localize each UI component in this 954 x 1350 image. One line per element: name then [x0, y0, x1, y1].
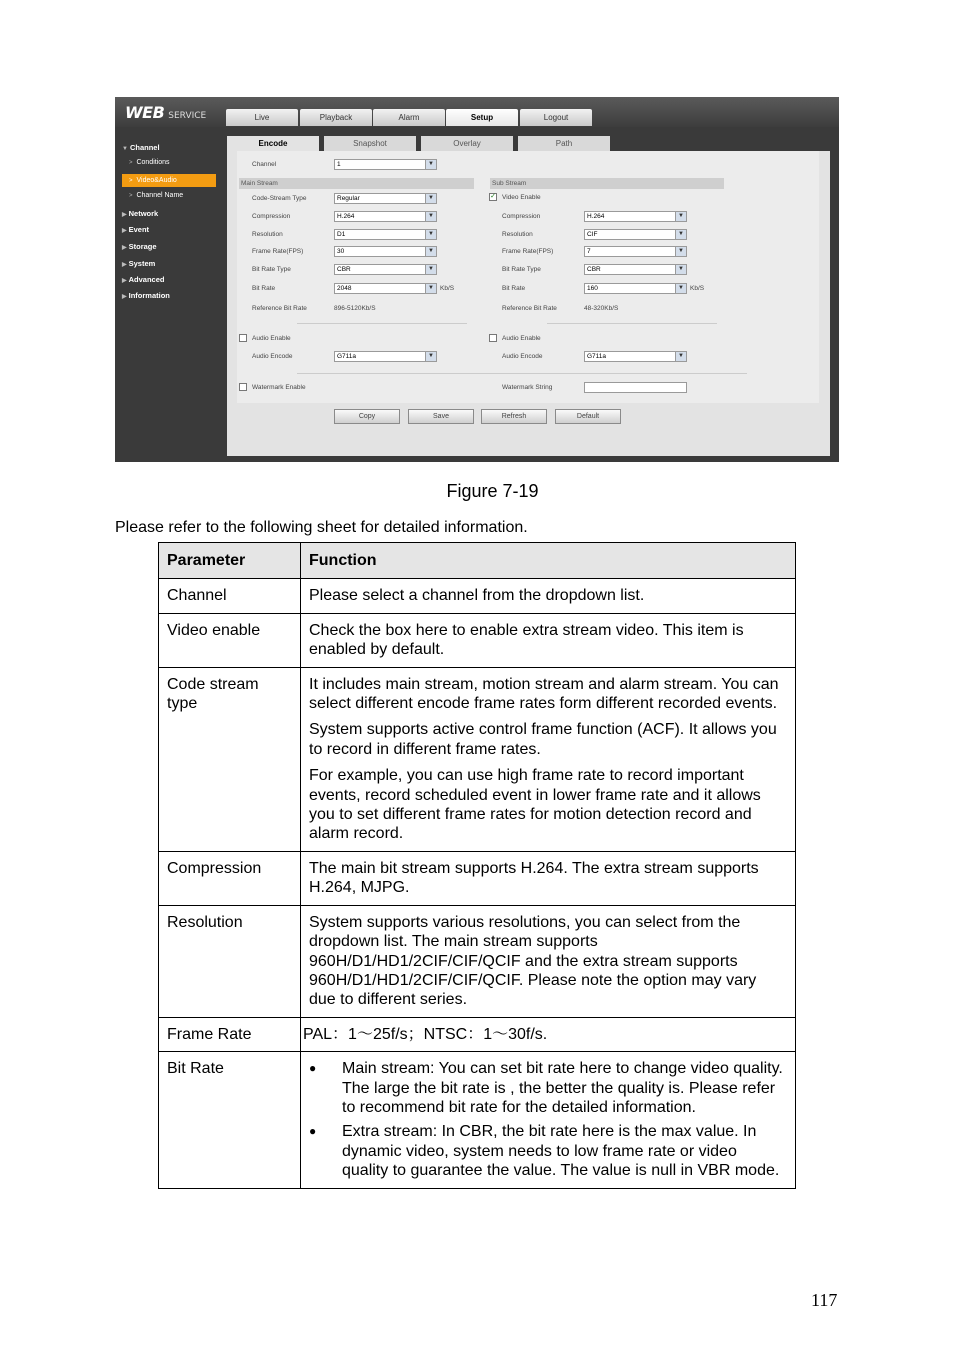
main-compression-label: Compression — [252, 213, 291, 220]
sub-compression-select[interactable]: H.264 ▼ — [584, 211, 687, 222]
channel-label: Channel — [252, 161, 277, 168]
list-item: ● Extra stream: In CBR, the bit rate here is the max value. In dynamic video, system needs to low frame rate or video quality to guarantee the value. The value is null in VBR mode. — [309, 1122, 787, 1180]
sidebar-item-video-audio[interactable]: > Video&Audio — [122, 174, 216, 187]
sidebar-item-storage[interactable]: ▶ Storage — [122, 242, 157, 251]
sub-frame-rate-label: Frame Rate(FPS) — [502, 248, 554, 255]
table-header-row — [159, 543, 796, 579]
chevron-down-icon: ▼ — [675, 265, 686, 274]
copy-button[interactable]: Copy — [334, 409, 400, 424]
sidebar-item-channel-name[interactable]: > Channel Name — [129, 192, 184, 199]
table-row — [159, 905, 796, 1017]
intro-text: Please refer to the following sheet for detailed information. — [115, 519, 528, 536]
param-cell: Video enable — [159, 613, 301, 667]
chevron-down-icon: ▼ — [425, 265, 436, 274]
main-bit-rate-type-label: Bit Rate Type — [252, 266, 291, 273]
sub-compression-label: Compression — [502, 213, 541, 220]
function-cell — [301, 1052, 796, 1188]
sub-bit-rate-unit: Kb/S — [690, 285, 705, 292]
main-audio-encode-select[interactable]: G711a ▼ — [334, 351, 437, 362]
chevron-down-icon: ▼ — [425, 230, 436, 239]
sub-resolution-label: Resolution — [502, 231, 533, 238]
tab-encode[interactable]: Encode — [227, 136, 319, 151]
chevron-down-icon: ▼ — [675, 247, 686, 256]
param-cell: Channel — [159, 579, 301, 613]
video-enable-label: Video Enable — [502, 194, 541, 201]
nav-tab-logout[interactable]: Logout — [520, 109, 592, 126]
sidebar-item-network[interactable]: ▶ Network — [122, 209, 159, 218]
sidebar-item-conditions[interactable]: > Conditions — [129, 159, 170, 166]
sidebar-item-channel[interactable]: ▼ Channel — [122, 143, 160, 152]
table-row — [159, 1017, 796, 1051]
main-audio-encode-label: Audio Encode — [252, 353, 293, 360]
top-bar — [115, 97, 839, 127]
main-ref-bit-rate-label: Reference Bit Rate — [252, 305, 307, 312]
sub-bit-rate-select[interactable]: 160 ▼ — [584, 283, 687, 294]
function-cell: System supports various resolutions, you can select from the dropdown list. The main stream supports 960H/D1/HD1/2CIF/CIF/QCIF and the extra stream supports 960H/D1/HD1/2CIF/CIF/QCIF. Please note the option may vary due to different series. — [301, 905, 796, 1017]
table-row — [159, 851, 796, 905]
chevron-down-icon: ▼ — [675, 352, 686, 361]
sidebar-item-system[interactable]: ▶ System — [122, 259, 156, 268]
parameter-table — [158, 542, 796, 1189]
page-number: 117 — [811, 1290, 838, 1310]
function-cell: The main bit stream supports H.264. The extra stream supports H.264, MJPG. — [301, 851, 796, 905]
main-ref-bit-rate-value: 896-5120Kb/S — [334, 305, 376, 312]
table-row — [159, 1052, 796, 1188]
main-resolution-select[interactable]: D1 ▼ — [334, 229, 437, 240]
main-bit-rate-label: Bit Rate — [252, 285, 276, 292]
encode-content — [227, 135, 830, 456]
chevron-down-icon: ▼ — [425, 212, 436, 221]
web-service-screenshot — [115, 97, 839, 462]
table-row — [159, 613, 796, 667]
param-cell: Compression — [159, 851, 301, 905]
function-cell: Please select a channel from the dropdown list. — [301, 579, 796, 613]
sub-stream-header: Sub Stream — [490, 178, 724, 189]
table-row — [159, 667, 796, 851]
header-function: Function — [301, 543, 796, 579]
code-stream-type-label: Code-Stream Type — [252, 195, 307, 202]
list-item: ● Main stream: You can set bit rate here to change video quality. The large the bit rate is , the better the quality is. Please refer to recommend bit rate for the detailed information. — [309, 1059, 787, 1117]
main-resolution-label: Resolution — [252, 231, 283, 238]
header-parameter: Parameter — [159, 543, 301, 579]
function-cell: PAL：1～25f/s；NTSC：1～30f/s. — [301, 1017, 796, 1051]
default-button[interactable]: Default — [555, 409, 621, 424]
main-bit-rate-unit: Kb/S — [440, 285, 455, 292]
sub-audio-enable-label: Audio Enable — [502, 335, 541, 342]
channel-select[interactable]: 1 ▼ — [334, 159, 437, 170]
watermark-string-label: Watermark String — [502, 384, 553, 391]
sub-bit-rate-type-select[interactable]: CBR ▼ — [584, 264, 687, 275]
main-bit-rate-select[interactable]: 2048 ▼ — [334, 283, 437, 294]
save-button[interactable]: Save — [408, 409, 474, 424]
watermark-string-input[interactable] — [584, 382, 687, 393]
sub-ref-bit-rate-value: 48-320Kb/S — [584, 305, 619, 312]
param-cell: Code stream type — [159, 667, 301, 851]
main-audio-enable-checkbox[interactable] — [239, 334, 247, 342]
figure-caption: Figure 7-19 — [446, 481, 539, 501]
function-cell: Check the box here to enable extra stream video. This item is enabled by default. — [301, 613, 796, 667]
chevron-down-icon: ▼ — [425, 194, 436, 203]
param-cell: Resolution — [159, 905, 301, 1017]
sidebar-item-advanced[interactable]: ▶ Advanced — [122, 275, 165, 284]
nav-tab-playback[interactable]: Playback — [300, 109, 372, 126]
chevron-down-icon: ▼ — [425, 352, 436, 361]
chevron-down-icon: ▼ — [425, 284, 436, 293]
sub-ref-bit-rate-label: Reference Bit Rate — [502, 305, 557, 312]
refresh-button[interactable]: Refresh — [481, 409, 547, 424]
sub-audio-encode-label: Audio Encode — [502, 353, 543, 360]
sub-audio-enable-checkbox[interactable] — [489, 334, 497, 342]
chevron-down-icon: ▼ — [675, 212, 686, 221]
watermark-enable-checkbox[interactable] — [239, 383, 247, 391]
param-cell: Bit Rate — [159, 1052, 301, 1188]
sidebar-item-information[interactable]: ▶ Information — [122, 291, 170, 300]
chevron-down-icon: ▼ — [425, 247, 436, 256]
sub-resolution-select[interactable]: CIF ▼ — [584, 229, 687, 240]
sidebar-item-event[interactable]: ▶ Event — [122, 225, 150, 234]
web-service-logo: WEB SERVICE — [125, 103, 207, 122]
encode-panel — [237, 151, 819, 403]
tab-path[interactable]: Path — [518, 136, 610, 151]
main-audio-enable-label: Audio Enable — [252, 335, 291, 342]
sub-bit-rate-label: Bit Rate — [502, 285, 526, 292]
param-cell: Frame Rate — [159, 1017, 301, 1051]
tab-overlay[interactable]: Overlay — [421, 136, 513, 151]
sub-frame-rate-select[interactable]: 7 ▼ — [584, 246, 687, 257]
table-row — [159, 579, 796, 613]
tab-snapshot[interactable]: Snapshot — [324, 136, 416, 151]
function-cell: It includes main stream, motion stream and alarm stream. You can select different encode frame rates form different recorded events. System supports active control frame function (ACF). It allows you to record in different frame rates. For example, you can use high frame rate to record important events, record scheduled event in lower frame rate and it allows you to set different frame rates for motion detection record and alarm record. — [301, 667, 796, 851]
video-enable-checkbox[interactable]: ✓ — [490, 193, 496, 200]
nav-tab-alarm[interactable]: Alarm — [373, 109, 445, 126]
code-stream-type-select[interactable]: Regular ▼ — [334, 193, 437, 204]
chevron-down-icon: ▼ — [675, 284, 686, 293]
chevron-down-icon: ▼ — [425, 160, 436, 169]
watermark-enable-label: Watermark Enable — [252, 384, 306, 391]
nav-tab-live[interactable]: Live — [226, 109, 298, 126]
sub-audio-encode-select[interactable]: G711a ▼ — [584, 351, 687, 362]
sub-bit-rate-type-label: Bit Rate Type — [502, 266, 541, 273]
nav-tab-setup[interactable]: Setup — [446, 109, 518, 126]
main-bit-rate-type-select[interactable]: CBR ▼ — [334, 264, 437, 275]
bit-rate-bullets — [309, 1059, 787, 1180]
main-frame-rate-label: Frame Rate(FPS) — [252, 248, 304, 255]
main-compression-select[interactable]: H.264 ▼ — [334, 211, 437, 222]
chevron-down-icon: ▼ — [675, 230, 686, 239]
main-stream-header: Main Stream — [239, 178, 474, 189]
main-frame-rate-select[interactable]: 30 ▼ — [334, 246, 437, 257]
